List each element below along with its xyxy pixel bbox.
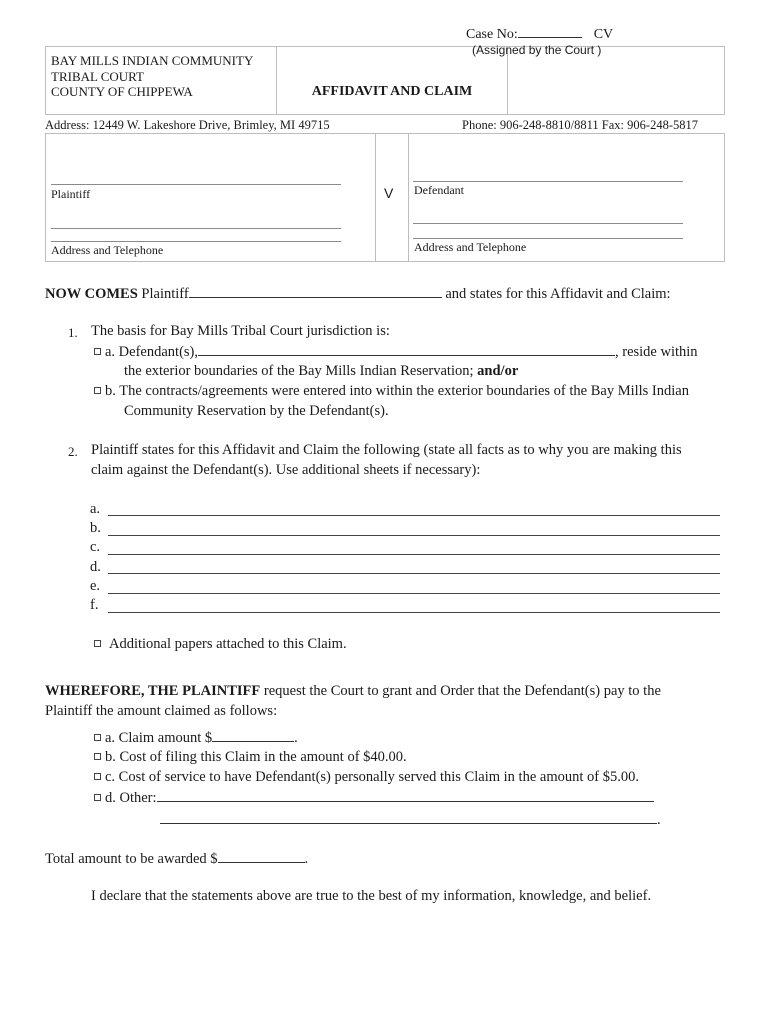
option-a-line2-text: the exterior boundaries of the Bay Mills Indian Reservation; bbox=[124, 363, 478, 379]
filing-cost-label: b. Cost of filing this Claim in the amount of $40.00. bbox=[105, 749, 407, 765]
plaintiff-label: Plaintiff bbox=[51, 187, 91, 201]
wherefore-label: WHEREFORE, THE PLAINTIFF bbox=[45, 683, 261, 699]
option-b-checkbox[interactable] bbox=[94, 387, 101, 394]
defendant-names-field[interactable] bbox=[198, 343, 615, 356]
parties-box bbox=[45, 133, 725, 262]
additional-papers-checkbox[interactable] bbox=[94, 640, 101, 647]
intro-plaintiff-field[interactable] bbox=[189, 285, 442, 298]
fact-label-f: f. bbox=[90, 597, 99, 613]
title-cell bbox=[277, 47, 508, 114]
fact-label-d: d. bbox=[90, 559, 101, 575]
case-no-note: (Assigned by the Court ) bbox=[472, 43, 602, 57]
other-field-2[interactable] bbox=[160, 811, 657, 824]
filing-cost-checkbox[interactable] bbox=[94, 753, 101, 760]
versus-label: V bbox=[384, 185, 394, 201]
item-1-option-b-line2: Community Reservation by the Defendant(s). bbox=[124, 403, 389, 419]
plaintiff-name-field[interactable] bbox=[51, 184, 341, 185]
header-table bbox=[45, 46, 725, 115]
court-line-1: BAY MILLS INDIAN COMMUNITY bbox=[51, 53, 254, 68]
defendant-name-field[interactable] bbox=[413, 181, 683, 182]
fact-label-e: e. bbox=[90, 578, 101, 594]
claim-option-d bbox=[94, 789, 654, 807]
wherefore-line1 bbox=[45, 683, 661, 700]
defendant-address-field-1[interactable] bbox=[413, 223, 683, 224]
fact-line-e[interactable] bbox=[108, 593, 720, 594]
option-a-suffix: , reside within bbox=[615, 344, 698, 360]
case-no-suffix: CV bbox=[593, 27, 614, 42]
item-1-number: 1. bbox=[68, 325, 78, 340]
item-2-line2: claim against the Defendant(s). Use additional sheets if necessary): bbox=[91, 462, 481, 478]
court-line-3: COUNTY OF CHIPPEWA bbox=[51, 84, 193, 99]
option-a-prefix: a. Defendant(s), bbox=[105, 344, 198, 360]
item-2-line1: Plaintiff states for this Affidavit and Claim the following (state all facts as to why you are making this bbox=[91, 442, 682, 458]
parties-divider-left bbox=[375, 134, 376, 261]
fact-label-c: c. bbox=[90, 539, 101, 555]
item-1-text: The basis for Bay Mills Tribal Court jurisdiction is: bbox=[91, 323, 390, 339]
total-amount-label: Total amount to be awarded $ bbox=[45, 851, 218, 867]
court-line-2: TRIBAL COURT bbox=[51, 68, 144, 84]
document-title: AFFIDAVIT AND CLAIM bbox=[311, 84, 473, 99]
fact-line-c[interactable] bbox=[108, 554, 720, 555]
claim-option-b bbox=[94, 749, 407, 766]
court-phone: Phone: 906-248-8810/8811 Fax: 906-248-5817 bbox=[462, 118, 698, 132]
item-1-option-b bbox=[94, 383, 689, 400]
claim-amount-checkbox[interactable] bbox=[94, 734, 101, 741]
case-no-field[interactable] bbox=[518, 26, 582, 38]
option-a-checkbox[interactable] bbox=[94, 348, 101, 355]
wherefore-line2: Plaintiff the amount claimed as follows: bbox=[45, 703, 278, 719]
plaintiff-address-field-1[interactable] bbox=[51, 228, 341, 229]
now-comes-label: NOW COMES bbox=[45, 286, 138, 302]
defendant-address-label: Address and Telephone bbox=[414, 240, 527, 254]
plaintiff-address-field-2[interactable] bbox=[51, 241, 341, 242]
fact-line-b[interactable] bbox=[108, 535, 720, 536]
claim-amount-label: a. Claim amount $ bbox=[105, 730, 213, 746]
parties-divider-right bbox=[408, 134, 409, 261]
court-name bbox=[51, 53, 253, 100]
case-number bbox=[466, 26, 613, 43]
total-amount-field[interactable] bbox=[218, 850, 305, 863]
plaintiff-address-label: Address and Telephone bbox=[51, 243, 164, 257]
total-amount: Total amount to be awarded $ . bbox=[45, 851, 309, 867]
and-or-label: and/or bbox=[477, 363, 519, 379]
fact-line-a[interactable] bbox=[108, 515, 720, 516]
declaration: I declare that the statements above are true to the best of my information, knowledge, and belief. bbox=[91, 888, 652, 904]
fact-line-f[interactable] bbox=[108, 612, 720, 613]
other-field-1[interactable] bbox=[157, 789, 654, 802]
case-no-label: Case No: bbox=[466, 27, 518, 42]
defendant-label: Defendant bbox=[414, 183, 464, 197]
service-cost-checkbox[interactable] bbox=[94, 773, 101, 780]
item-2-number: 2. bbox=[68, 444, 78, 459]
service-cost-label: c. Cost of service to have Defendant(s) personally served this Claim in the amount of $5.00. bbox=[105, 769, 639, 785]
additional-papers-label: Additional papers attached to this Claim. bbox=[109, 636, 347, 652]
plaintiff-word: Plaintiff bbox=[137, 286, 189, 302]
fact-label-a: a. bbox=[90, 501, 101, 517]
other-checkbox[interactable] bbox=[94, 794, 101, 801]
additional-papers bbox=[94, 636, 347, 653]
other-line2: . bbox=[160, 811, 661, 829]
item-1-option-a bbox=[94, 343, 698, 361]
intro-tail: and states for this Affidavit and Claim: bbox=[441, 286, 671, 302]
claim-amount-field[interactable] bbox=[212, 729, 294, 742]
claim-option-c bbox=[94, 769, 639, 786]
intro-paragraph bbox=[45, 285, 671, 303]
fact-line-d[interactable] bbox=[108, 573, 720, 574]
fact-label-b: b. bbox=[90, 520, 101, 536]
wherefore-tail: request the Court to grant and Order that the Defendant(s) pay to the bbox=[260, 683, 661, 699]
other-label: d. Other: bbox=[105, 790, 157, 806]
option-b-line1: b. The contracts/agreements were entered into within the exterior boundaries of the Bay Mills Indian bbox=[105, 383, 689, 399]
court-address: Address: 12449 W. Lakeshore Drive, Brimley, MI 49715 bbox=[45, 118, 330, 132]
defendant-address-field-2[interactable] bbox=[413, 238, 683, 239]
claim-option-a: a. Claim amount $ . bbox=[94, 729, 298, 747]
item-1-option-a-line2 bbox=[124, 363, 518, 380]
court-name-cell bbox=[46, 47, 277, 114]
